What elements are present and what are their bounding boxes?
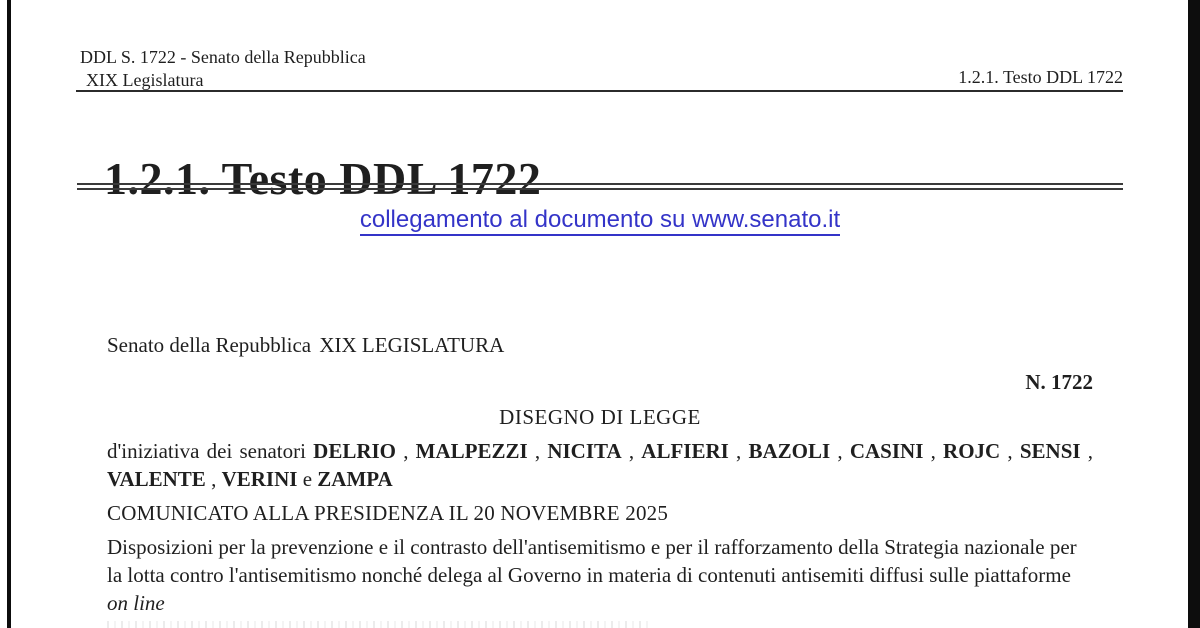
header-legislature-label: XIX Legislatura (86, 70, 204, 90)
senator-name: ZAMPA (317, 467, 393, 491)
left-edge-bar (7, 0, 11, 628)
header-doc-label: DDL S. 1722 - Senato della Repubblica (80, 47, 366, 67)
right-edge-bar (1188, 0, 1200, 628)
communication-line: COMUNICATO ALLA PRESIDENZA IL 20 NOVEMBRE 2025 (107, 501, 669, 525)
legislature-name: XIX LEGISLATURA (319, 333, 505, 357)
senator-name: CASINI (849, 439, 924, 463)
institution-name: Senato della Repubblica (107, 333, 312, 357)
initiative-prefix: d'iniziativa dei senatori (107, 439, 306, 463)
running-header-left (80, 46, 366, 92)
senato-document-link[interactable]: collegamento al documento su www.senato.it (360, 206, 840, 236)
senator-name: VERINI (221, 467, 298, 491)
subject-text: Disposizioni per la prevenzione e il contrasto dell'antisemitismo e per il rafforzamento della Strategia nazionale per la lotta contro l'antisemitismo nonché delega al Governo in materia di contenuti antisemiti diffusi sulle piattaforme (107, 535, 1077, 587)
header-rule (76, 90, 1123, 92)
senators-list: DELRIO , MALPEZZI , NICITA , ALFIERI , BAZOLI , CASINI , ROJC , SENSI , VALENTE , VERINI e ZAMPA (107, 439, 1094, 491)
page-title: 1.2.1. Testo DDL 1722 (104, 152, 542, 204)
senator-name: ROJC (943, 439, 1001, 463)
senator-name: SENSI (1019, 439, 1081, 463)
senator-name: DELRIO (313, 439, 397, 463)
institution-line (107, 331, 1093, 359)
header-section-label: 1.2.1. Testo DDL 1722 (958, 67, 1123, 87)
senator-name: MALPEZZI (415, 439, 528, 463)
senator-name: NICITA (547, 439, 622, 463)
senator-name: ALFIERI (641, 439, 729, 463)
subject-paragraph (107, 533, 1093, 617)
act-type-heading: DISEGNO DI LEGGE (499, 405, 701, 429)
senator-name: VALENTE (107, 467, 206, 491)
subject-italic-suffix: on line (107, 591, 165, 615)
clipped-next-line (107, 621, 652, 628)
senators-paragraph (107, 437, 1093, 493)
link-row (77, 206, 1123, 234)
senator-name: BAZOLI (748, 439, 831, 463)
title-double-rule (77, 183, 1123, 190)
act-number: N. 1722 (1025, 370, 1093, 394)
